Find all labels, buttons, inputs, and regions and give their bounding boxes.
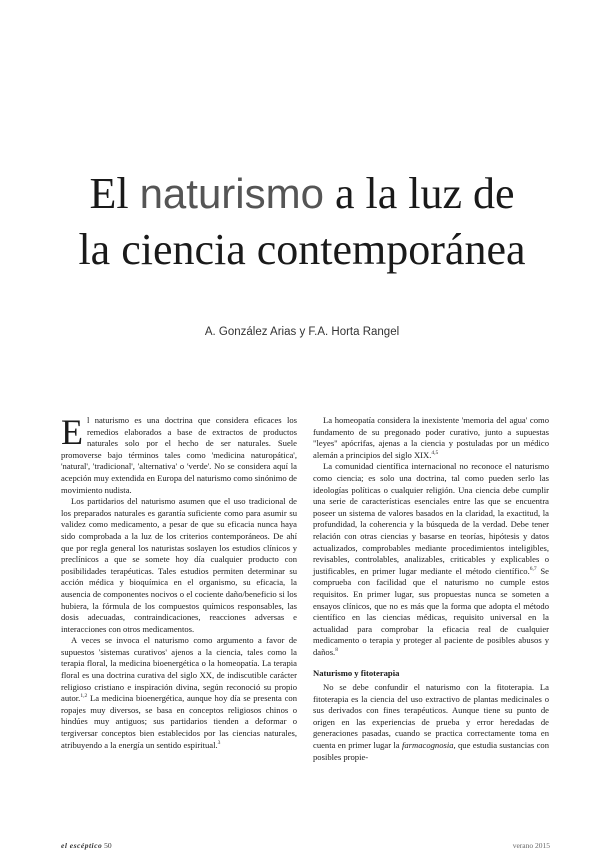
issue-label: verano 2015 (512, 841, 550, 850)
paragraph-text: Los partidarios del naturismo asumen que el uso tradicional de los preparados naturales es garantía suficiente como para asumir su validez como medicamento, a pesar de que su eficacia nunca haya sido comprobada a la luz de los criterios contemporáneos. De ahí que por regla general los naturistas soslayen los estudios clínicos y preclínicos a que se somete hoy día cualquier producto con posibilidades terapéuticas. Tales estudios permiten determinar su acción médica y bioquímica en el organismo, su eficacia, la ausencia de componentes nocivos o el cociente daño/beneficio si los hubiera, la fórmula de los compuestos químicos responsables, las dosis adecuadas, contraindicaciones, reacciones adversas e interacciones con otros medicamentos. (61, 496, 297, 634)
italic-term: farmacognosia (401, 740, 454, 751)
paragraph-text: Se comprueba con facilidad que el naturismo no cumple estos requisitos. En primer lugar, sus propuestas nunca se someten a ensayos clínicos, que no es más que la forma que adopta el método científico en las ciencias médicas, requisito universal en la actualidad para comprobar la eficacia real de cualquier medicamento o terapia y proteger al paciente de posibles abusos y daños. (313, 565, 549, 657)
paragraph (313, 415, 549, 461)
title-part-2: a la luz de (323, 169, 515, 218)
drop-cap: E (61, 412, 83, 452)
citation: 4,5 (431, 449, 439, 456)
paragraph (61, 412, 297, 496)
title-part-1: El (89, 169, 140, 218)
paragraph (313, 461, 549, 658)
citation: 3 (217, 739, 221, 746)
paragraph (61, 496, 297, 635)
article-title (30, 166, 574, 278)
title-emphasis: naturismo (139, 170, 324, 217)
left-column (61, 412, 297, 751)
paragraph-text: l naturismo es una doctrina que considera eficaces los remedios elaborados a base de extractos de productos naturales solo por el hecho de ser naturales. Suele promoverse bajo términos tales como 'medicina naturopática', 'natural', 'tradicional', 'alternativa' o 'verde'. No se considera aquí la acepción muy extendida en Europa del naturismo como sinónimo de movimiento nudista. (61, 415, 297, 495)
paragraph-text: La medicina bioenergética, aunque hoy día se presenta con ropajes muy diversos, se basa en conceptos religiosos chinos o hindúes muy antiguos; sus partidarios tienden a deformar o tergiversar conceptos bien establecidos por las ciencias naturales, atribuyendo a la energía un sentido espiritual. (61, 693, 297, 750)
paragraph-text: , que estudia sustancias con posibles propie- (313, 740, 550, 762)
citation: 8 (335, 647, 338, 654)
paragraph (313, 682, 549, 763)
magazine-name: el escéptico (61, 841, 103, 850)
page-number: 50 (104, 841, 112, 850)
citation: 1,2 (80, 693, 88, 700)
title-line-2: la ciencia contemporánea (78, 225, 526, 274)
section-heading: Naturismo y fitoterapia (313, 668, 400, 679)
footer-left (61, 841, 112, 850)
authors-line: A. González Arias y F.A. Horta Rangel (204, 326, 400, 338)
citation: 6,7 (529, 565, 537, 572)
paragraph-text: La comunidad científica internacional no reconoce el naturismo como ciencia; es solo una doctrina, tal como pueden serlo las ideologías políticas o cualquier religión. Una ciencia debe cumplir una serie de características esenciales entre las que se encuentra poseer un sistema de valores basados en la claridad, la exactitud, la profundidad, la coherencia y la búsqueda de la verdad. Debe tener relación con otras ciencias y basarse en teorías, hipótesis y datos actualizados, comprobables mediante procedimientos inteligibles, revisables, controlables, analizables, criticables y explicables o justificables, en primer lugar mediante el método científico. (313, 461, 549, 576)
paragraph-text: La homeopatía considera la inexistente 'memoria del agua' como fundamento de su pregonado poder curativo, junto a supuestas "leyes" apócrifas, ajenas a la ciencia y postuladas por un médico alemán a principios del siglo XIX. (313, 415, 549, 460)
right-column (313, 415, 549, 763)
paragraph-text: A veces se invoca el naturismo como argumento a favor de supuestos 'sistemas curativos' ajenos a la ciencia, tales como la terapia floral, la medicina bioenergética o la homeopatía. La terapia floral es una doctrina curativa del siglo XX, de indiscutible carácter religioso cristiano e inspiración divina, según reconoció su propio autor. (61, 635, 297, 704)
paragraph-text: No se debe confundir el naturismo con la fitoterapia. La fitoterapia es la ciencia del uso extractivo de plantas medicinales o sus derivados con fines terapéuticos. Aunque tiene su punto de origen en las experiencias de prueba y error heredadas de generaciones pasadas, cuando se practica correctamente toma en cuenta en primer lugar la (313, 682, 549, 751)
paragraph (61, 635, 297, 751)
